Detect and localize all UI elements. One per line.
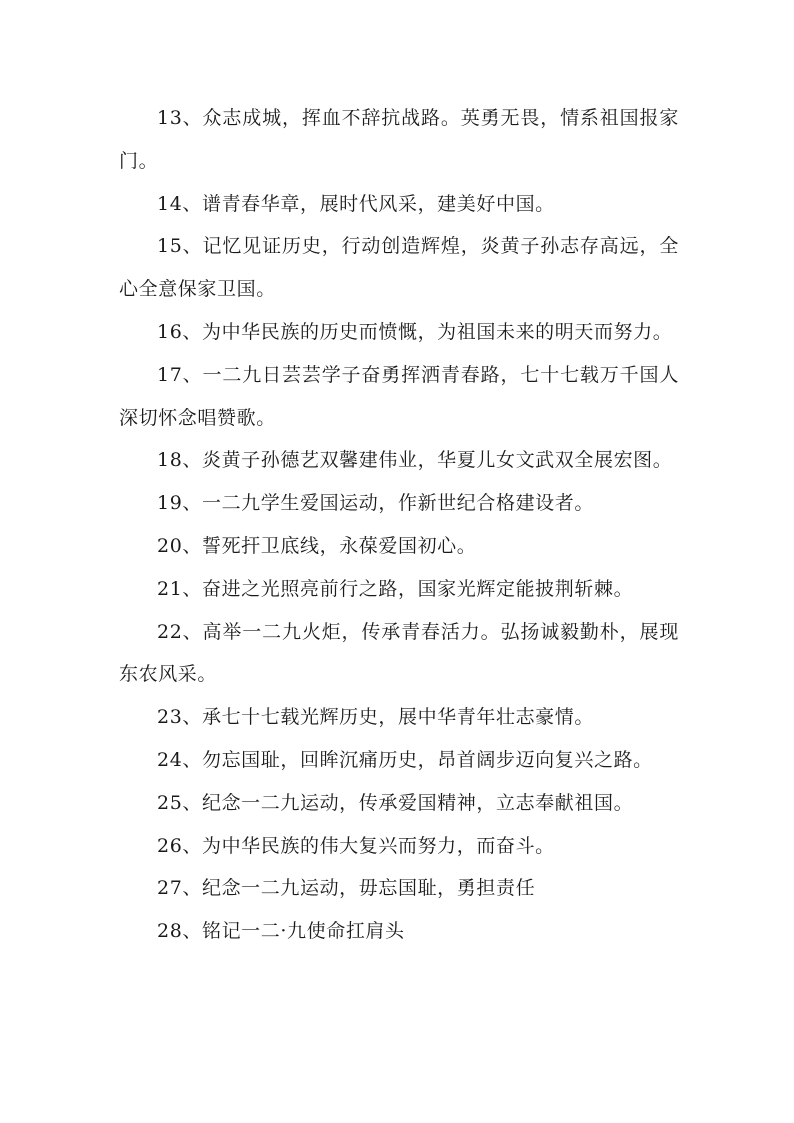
slogan-paragraph-28: 28、铭记一二·九使命扛肩头 (157, 920, 405, 943)
slogan-paragraph-23: 23、承七十七载光辉历史，展中华青年壮志豪情。 (157, 706, 594, 729)
slogan-paragraph-16: 16、为中华民族的历史而愤慨，为祖国未来的明天而努力。 (157, 320, 673, 343)
slogan-paragraph-22: 22、高举一二九火炬，传承青春活力。弘扬诚毅勤朴，展现东农风采。 (119, 620, 679, 686)
slogan-paragraph-19: 19、一二九学生爱国运动，作新世纪合格建设者。 (157, 492, 594, 515)
slogan-paragraph-18: 18、炎黄子孙德艺双馨建伟业，华夏儿女文武双全展宏图。 (157, 449, 673, 472)
slogan-paragraph-17: 17、一二九日芸芸学子奋勇挥洒青春路，七十七载万千国人深切怀念唱赞歌。 (119, 363, 679, 429)
slogan-paragraph-25: 25、纪念一二九运动，传承爱国精神，立志奉献祖国。 (157, 791, 634, 814)
slogan-paragraph-14: 14、谱青春华章，展时代风采，建美好中国。 (157, 192, 555, 215)
slogan-paragraph-27: 27、纪念一二九运动，毋忘国耻，勇担责任 (157, 877, 536, 900)
slogan-paragraph-21: 21、奋进之光照亮前行之路，国家光辉定能披荆斩棘。 (157, 577, 634, 600)
slogan-paragraph-20: 20、誓死扞卫底线，永葆爱国初心。 (157, 534, 477, 557)
slogan-paragraph-13: 13、众志成城，挥血不辞抗战路。英勇无畏，情系祖国报家门。 (119, 107, 679, 172)
slogan-paragraph-24: 24、勿忘国耻，回眸沉痛历史，昂首阔步迈向复兴之路。 (157, 748, 653, 771)
document-body (119, 97, 679, 953)
slogan-paragraph-26: 26、为中华民族的伟大复兴而努力，而奋斗。 (157, 834, 555, 857)
slogan-paragraph-15: 15、记忆见证历史，行动创造辉煌，炎黄子孙志存高远，全心全意保家卫国。 (119, 235, 679, 301)
